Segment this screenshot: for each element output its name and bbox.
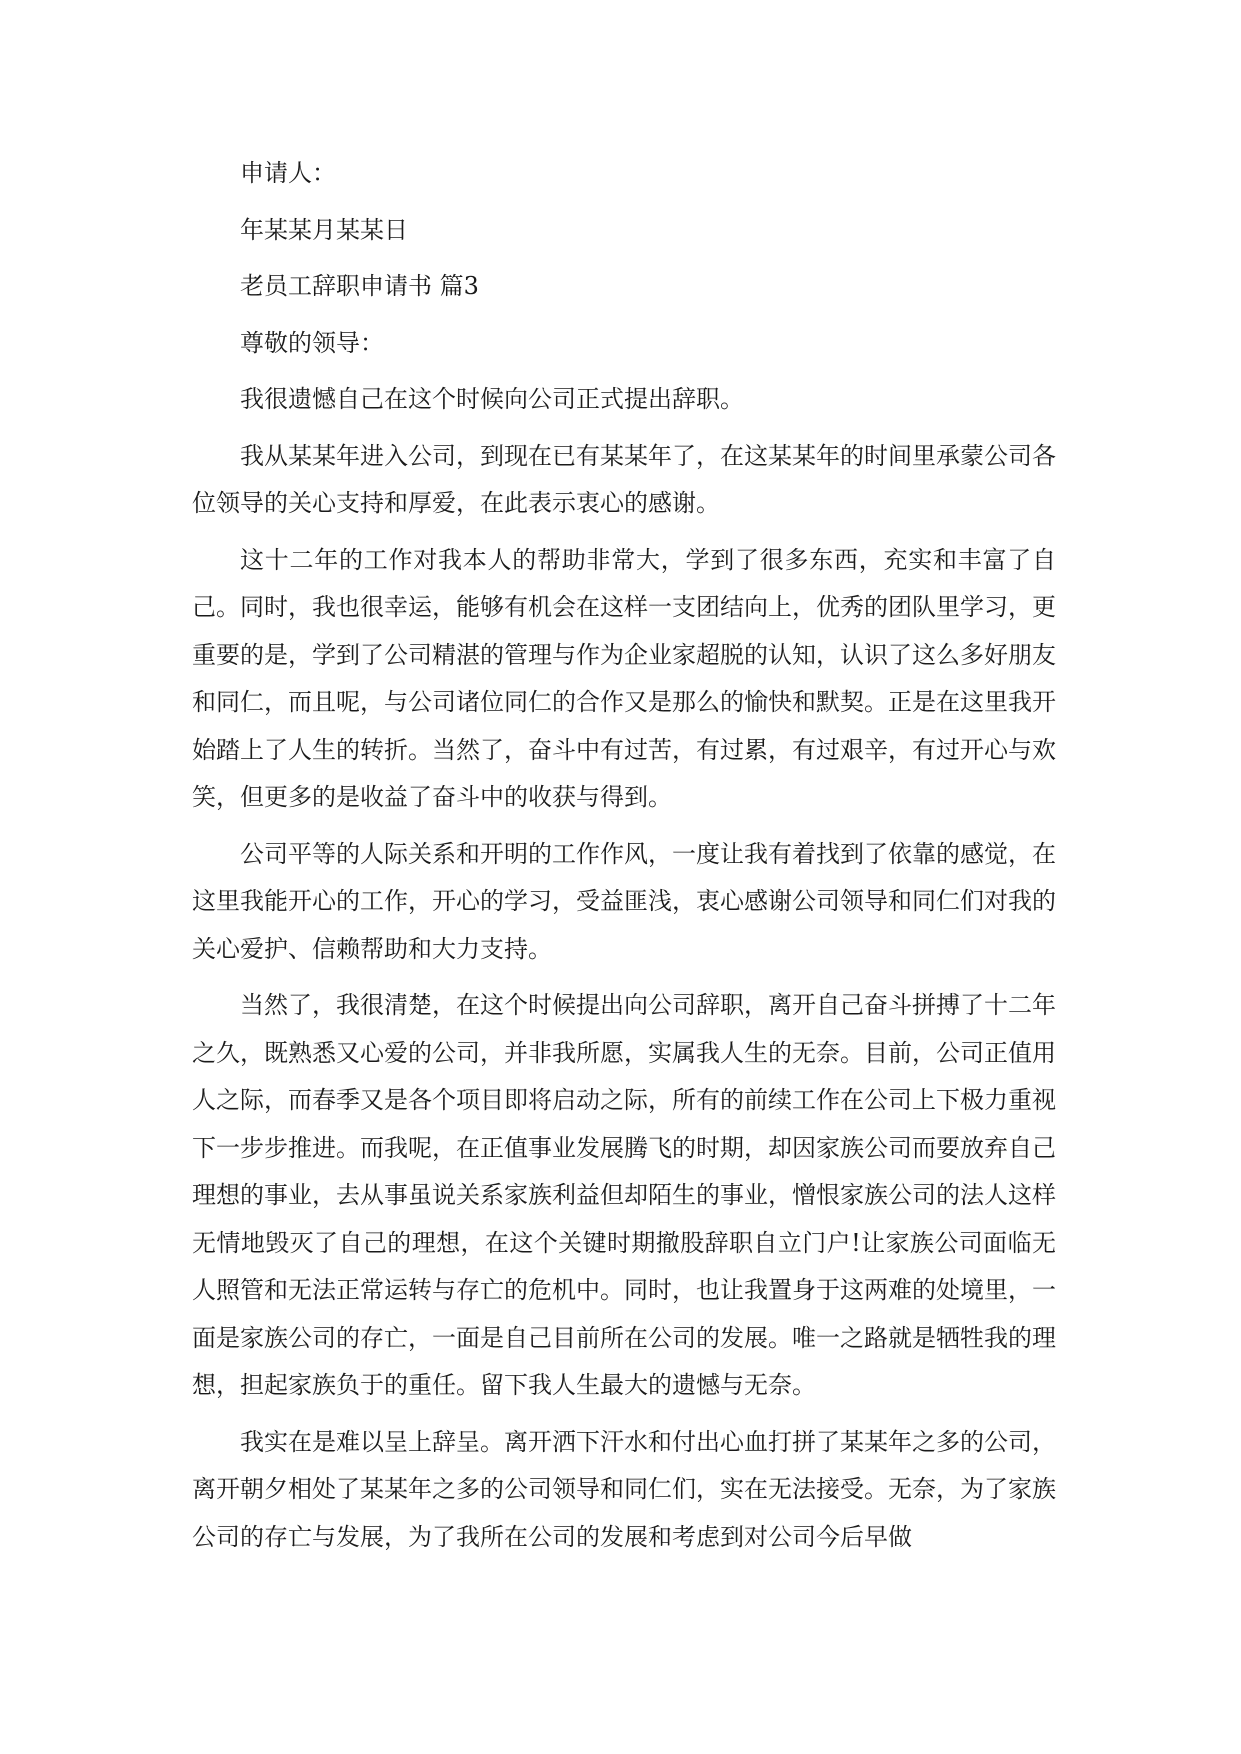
paragraph: 我很遗憾自己在这个时候向公司正式提出辞职。 bbox=[240, 385, 744, 413]
paragraph: 这十二年的工作对我本人的帮助非常大，学到了很多东西，充实和丰富了自己。同时，我也很幸运，能够有机会在这样一支团结向上，优秀的团队里学习，更重要的是，学到了公司精湛的管理与作为企业家超脱的认知，认识了这么多好朋友和同仁，而且呢，与公司诸位同仁的合作又是那么的愉快和默契。正是在这里我开始踏上了人生的转折。当然了，奋斗中有过苦，有过累，有过艰辛，有过开心与欢笑，但更多的是收益了奋斗中的收获与得到。 bbox=[192, 545, 1056, 811]
paragraph: 我从某某年进入公司，到现在已有某某年了，在这某某年的时间里承蒙公司各位领导的关心支持和厚爱，在此表示衷心的感谢。 bbox=[192, 441, 1056, 517]
applicant-line: 申请人： bbox=[240, 159, 336, 187]
paragraph: 我实在是难以呈上辞呈。离开洒下汗水和付出心血打拼了某某年之多的公司，离开朝夕相处了某某年之多的公司领导和同仁们，实在无法接受。无奈，为了家族公司的存亡与发展，为了我所在公司的发展和考虑到对公司今后早做 bbox=[192, 1427, 1056, 1551]
document-body bbox=[192, 150, 1056, 1570]
section-title: 老员工辞职申请书 篇3 bbox=[240, 272, 479, 300]
salutation: 尊敬的领导： bbox=[240, 328, 384, 357]
paragraph: 当然了，我很清楚，在这个时候提出向公司辞职，离开自己奋斗拼搏了十二年之久，既熟悉又心爱的公司，并非我所愿，实属我人生的无奈。目前，公司正值用人之际，而春季又是各个项目即将启动之际，所有的前续工作在公司上下极力重视下一步步推进。而我呢，在正值事业发展腾飞的时期，却因家族公司而要放弃自己理想的事业，去从事虽说关系家族利益但却陌生的事业，憎恨家族公司的法人这样无情地毁灭了自己的理想，在这个关键时期撤股辞职自立门户!让家族公司面临无人照管和无法正常运转与存亡的危机中。同时，也让我置身于这两难的处境里，一面是家族公司的存亡，一面是自己目前所在公司的发展。唯一之路就是牺牲我的理想，担起家族负于的重任。留下我人生最大的遗憾与无奈。 bbox=[192, 991, 1056, 1399]
date-line: 年某某月某某日 bbox=[240, 215, 408, 244]
paragraph: 公司平等的人际关系和开明的工作作风，一度让我有着找到了依靠的感觉，在这里我能开心的工作，开心的学习，受益匪浅，衷心感谢公司领导和同仁们对我的关心爱护、信赖帮助和大力支持。 bbox=[192, 839, 1056, 963]
